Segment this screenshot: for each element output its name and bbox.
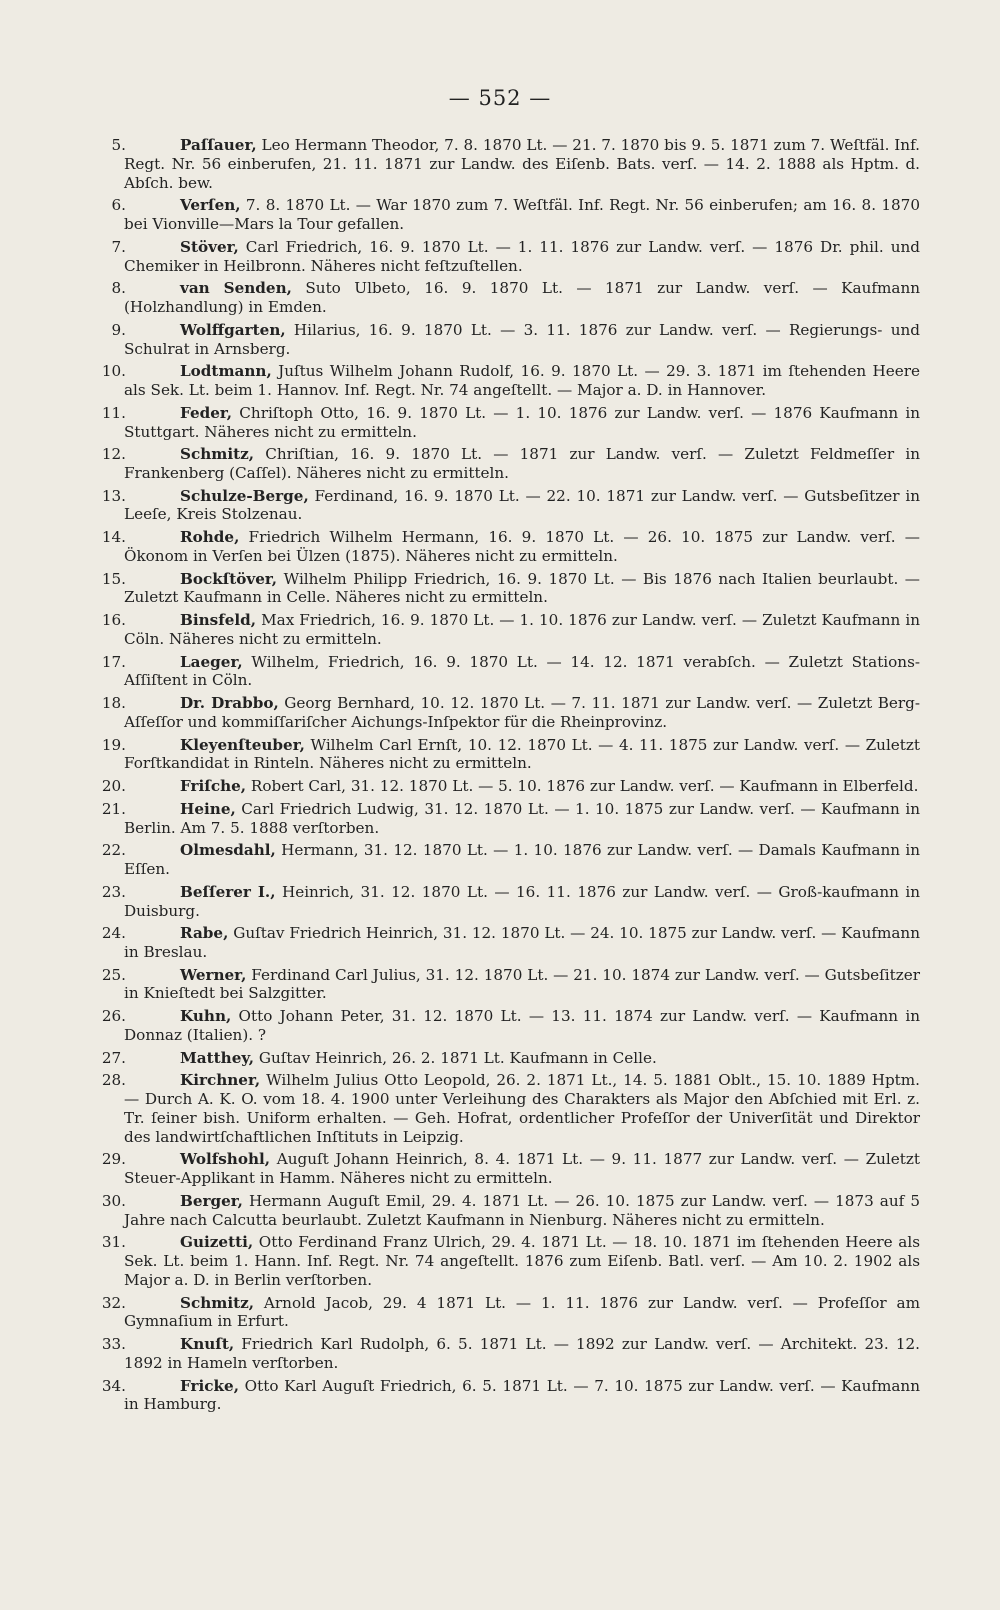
list-item [100, 279, 920, 317]
entry-text: Georg Bernhard, 10. 12. 1870 Lt. — 7. 11. 1871 zur Landw. verſ. — Zuletzt Berg-Aſſeſſor und kommiſſariſcher Aichungs-Inſpektor für die Rheinprovinz. [124, 694, 920, 731]
entry-body [124, 924, 920, 962]
entry-text: Juſtus Wilhelm Johann Rudolf, 16. 9. 1870 Lt. — 29. 3. 1871 im ſtehenden Heere als Sek. Lt. beim 1. Hannov. Inf. Regt. Nr. 74 angeſtellt. — Major a. D. in Hannover. [124, 362, 920, 400]
entry-number: 16. [101, 611, 126, 630]
entry-number: 8. [111, 279, 126, 298]
entry-surname: Berger, [180, 1191, 243, 1210]
entry-surname: Feder, [180, 403, 233, 422]
entry-text: Otto Ferdinand Franz Ulrich, 29. 4. 1871 Lt. — 18. 10. 1871 im ſtehenden Heere als Sek. Lt. beim 1. Hann. Inf. Regt. Nr. 74 angeſtellt. 1876 zum Eiſenb. Batl. verſ. — Am 10. 2. 1902 als Major a. D. in Berlin verſtorben. [124, 1233, 920, 1289]
entry-number: 28. [101, 1071, 126, 1090]
entry-number: 10. [101, 362, 126, 381]
entry-surname: van Senden, [180, 279, 292, 298]
list-item [100, 883, 920, 921]
list-item [100, 1049, 920, 1068]
list-item [100, 196, 920, 234]
entry-surname: Matthey, [180, 1048, 255, 1067]
entry-body [124, 1071, 920, 1146]
entry-text: Max Friedrich, 16. 9. 1870 Lt. — 1. 10. 1876 zur Landw. verſ. — Zuletzt Kaufmann in Cöln. Näheres nicht zu ermitteln. [124, 611, 920, 648]
entry-text: Friedrich Karl Rudolph, 6. 5. 1871 Lt. — 1892 zur Landw. verſ. — Architekt. 23. 12. 1892 in Hameln verſtorben. [124, 1335, 920, 1372]
list-item [100, 238, 920, 276]
entry-body [124, 196, 920, 234]
list-item [100, 570, 920, 608]
list-item [100, 445, 920, 483]
entry-text: Arnold Jacob, 29. 4 1871 Lt. — 1. 11. 1876 zur Landw. verſ. — Profeſſor am Gymnaſium in Erfurt. [124, 1293, 920, 1331]
list-item [100, 528, 920, 566]
entry-number: 14. [101, 528, 126, 547]
entry-surname: Beſſerer I., [180, 882, 276, 901]
entry-body [124, 136, 920, 192]
list-item [100, 1233, 920, 1289]
entry-number: 29. [101, 1150, 126, 1169]
entry-body [124, 694, 920, 732]
list-item [100, 1007, 920, 1045]
entry-number: 12. [101, 445, 126, 464]
entry-text: Otto Johann Peter, 31. 12. 1870 Lt. — 13. 11. 1874 zur Landw. verſ. — Kaufmann in Donnaz (Italien). ? [124, 1007, 920, 1044]
list-item [100, 1294, 920, 1332]
entry-surname: Dr. Drabbo, [180, 694, 279, 713]
entry-text: Robert Carl, 31. 12. 1870 Lt. — 5. 10. 1876 zur Landw. verſ. — Kaufmann in Elberfeld. [246, 777, 919, 796]
entry-surname: Laeger, [180, 652, 243, 671]
list-item [100, 1071, 920, 1146]
entry-surname: Kuhn, [180, 1007, 232, 1026]
entry-text: Wilhelm, Friedrich, 16. 9. 1870 Lt. — 14. 12. 1871 verabſch. — Zuletzt Stations-Aſſiſtent in Cöln. [124, 652, 920, 690]
entry-number: 17. [101, 652, 126, 671]
list-item [100, 611, 920, 649]
entry-body [124, 653, 920, 691]
entry-number: 5. [111, 136, 126, 154]
list-item [100, 321, 920, 359]
entry-body [124, 528, 920, 566]
entry-number: 15. [101, 569, 126, 588]
entry-number: 25. [101, 965, 126, 984]
entry-body [124, 362, 920, 400]
entry-surname: Bockſtöver, [180, 569, 278, 588]
entry-surname: Werner, [180, 965, 247, 984]
entry-body [124, 1335, 920, 1373]
entry-number: 27. [101, 1048, 126, 1067]
entry-body [124, 321, 920, 359]
entry-number: 18. [101, 694, 126, 713]
entry-text: Friedrich Wilhelm Hermann, 16. 9. 1870 Lt. — 26. 10. 1875 zur Landw. verſ. — Ökonom in Verſen bei Ülzen (1875). Näheres nicht zu ermitteln. [124, 528, 920, 565]
entry-number: 33. [101, 1335, 126, 1354]
entry-number: 23. [101, 882, 126, 901]
entry-surname: Paſſauer, [180, 136, 257, 154]
entry-number: 26. [101, 1007, 126, 1026]
entry-number: 24. [101, 924, 126, 943]
entry-body [124, 1007, 920, 1045]
entry-body [124, 777, 920, 796]
entry-text: 7. 8. 1870 Lt. — War 1870 zum 7. Weſtfäl. Inf. Regt. Nr. 56 einberufen; am 16. 8. 1870 bei Vionville—Mars la Tour gefallen. [124, 196, 920, 234]
entry-number: 22. [101, 841, 126, 860]
entry-list [100, 136, 920, 1418]
entry-surname: Friſche, [180, 777, 247, 796]
entry-body [124, 1150, 920, 1188]
list-item [100, 362, 920, 400]
entry-text: Suto Ulbeto, 16. 9. 1870 Lt. — 1871 zur Landw. verſ. — Kaufmann (Holzhandlung) in Emden. [124, 279, 921, 317]
entry-number: 19. [101, 735, 126, 754]
entry-number: 31. [101, 1233, 126, 1252]
entry-text: Hilarius, 16. 9. 1870 Lt. — 3. 11. 1876 zur Landw. verſ. — Regierungs- und Schulrat in Arnsberg. [124, 320, 920, 358]
entry-body [124, 1294, 920, 1332]
entry-body [124, 966, 920, 1004]
entry-body [124, 736, 920, 774]
entry-surname: Stöver, [180, 237, 239, 256]
entry-surname: Schulze-Berge, [180, 486, 309, 505]
entry-body [124, 1049, 920, 1068]
entry-surname: Wolffgarten, [180, 320, 286, 339]
entry-surname: Olmesdahl, [180, 841, 276, 860]
entry-surname: Wolfshohl, [180, 1150, 271, 1169]
entry-surname: Knuſt, [180, 1335, 235, 1354]
list-item [100, 966, 920, 1004]
entry-surname: Binsfeld, [180, 611, 257, 630]
entry-text: Wilhelm Carl Ernſt, 10. 12. 1870 Lt. — 4. 11. 1875 zur Landw. verſ. — Zuletzt Forſtkandidat in Rinteln. Näheres nicht zu ermitteln. [124, 735, 920, 773]
entry-body [124, 238, 920, 276]
entry-body [124, 883, 920, 921]
entry-surname: Heine, [180, 799, 236, 818]
entry-text: Chriſtoph Otto, 16. 9. 1870 Lt. — 1. 10. 1876 zur Landw. verſ. — 1876 Kaufmann in Stuttgart. Näheres nicht zu ermitteln. [124, 403, 920, 441]
list-item [100, 1192, 920, 1230]
list-item [100, 694, 920, 732]
entry-surname: Schmitz, [180, 445, 255, 464]
entry-body [124, 1377, 920, 1415]
list-item [100, 1377, 920, 1415]
entry-number: 11. [101, 403, 126, 422]
list-item [100, 736, 920, 774]
entry-text: Leo Hermann Theodor, 7. 8. 1870 Lt. — 21. 7. 1870 bis 9. 5. 1871 zum 7. Weſtfäl. Inf. Regt. Nr. 56 einberufen, 21. 11. 1871 zur Landw. des Eiſenb. Bats. verſ. — 14. 2. 1888 als Hptm. d. Abſch. bew. [124, 136, 920, 192]
entry-text: Wilhelm Philipp Friedrich, 16. 9. 1870 Lt. — Bis 1876 nach Italien beurlaubt. — Zuletzt Kaufmann in Celle. Näheres nicht zu ermitteln. [124, 569, 920, 607]
entry-body [124, 841, 920, 879]
entry-surname: Kleyenſteuber, [180, 735, 305, 754]
entry-number: 21. [101, 799, 126, 818]
entry-body [124, 445, 920, 483]
entry-text: Guſtav Friedrich Heinrich, 31. 12. 1870 Lt. — 24. 10. 1875 zur Landw. verſ. — Kaufmann in Breslau. [124, 924, 920, 961]
entry-surname: Rohde, [180, 528, 240, 547]
list-item [100, 487, 920, 525]
entry-number: 9. [111, 320, 126, 339]
entry-text: Hermann, 31. 12. 1870 Lt. — 1. 10. 1876 zur Landw. verſ. — Damals Kaufmann in Eſſen. [124, 841, 920, 879]
entry-text: Heinrich, 31. 12. 1870 Lt. — 16. 11. 1876 zur Landw. verſ. — Groß-kaufmann in Duisburg. [124, 882, 920, 920]
entry-number: 7. [111, 237, 126, 256]
entry-text: Otto Karl Auguſt Friedrich, 6. 5. 1871 Lt. — 7. 10. 1875 zur Landw. verſ. — Kaufmann in Hamburg. [124, 1376, 920, 1414]
list-item [100, 1150, 920, 1188]
list-item [100, 800, 920, 838]
list-item [100, 924, 920, 962]
entry-number: 34. [101, 1376, 126, 1395]
entry-surname: Guizetti, [180, 1233, 254, 1252]
entry-number: 6. [111, 196, 126, 215]
entry-surname: Verſen, [180, 196, 241, 215]
entry-number: 30. [101, 1191, 126, 1210]
list-item [100, 653, 920, 691]
entry-text: Hermann Auguſt Emil, 29. 4. 1871 Lt. — 26. 10. 1875 zur Landw. verſ. — 1873 auf 5 Jahre nach Calcutta beurlaubt. Zuletzt Kaufmann in Nienburg. Näheres nicht zu ermitteln. [124, 1191, 920, 1229]
entry-text: Auguſt Johann Heinrich, 8. 4. 1871 Lt. — 9. 11. 1877 zur Landw. verſ. — Zuletzt Steuer-Applikant in Hamm. Näheres nicht zu ermitteln. [124, 1150, 920, 1188]
entry-text: Guſtav Heinrich, 26. 2. 1871 Lt. Kaufmann in Celle. [254, 1048, 657, 1067]
list-item [100, 777, 920, 796]
entry-body [124, 487, 920, 525]
entry-text: Carl Friedrich Ludwig, 31. 12. 1870 Lt. — 1. 10. 1875 zur Landw. verſ. — Kaufmann in Berlin. Am 7. 5. 1888 verſtorben. [124, 799, 920, 837]
entry-number: 20. [101, 777, 126, 796]
list-item [100, 841, 920, 879]
entry-text: Wilhelm Julius Otto Leopold, 26. 2. 1871 Lt., 14. 5. 1881 Oblt., 15. 10. 1889 Hptm. — Durch A. K. O. vom 18. 4. 1900 unter Verleihung des Charakters als Major den Abſchied mit Erl. z. Tr. ſeiner bish. Uniform erhalten. — Geh. Hofrat, ordentlicher Profeſſor der Univerſität und Direktor des landwirtſchaftlichen Inſtituts in Leipzig. [124, 1071, 920, 1146]
entry-body [124, 800, 920, 838]
entry-body [124, 611, 920, 649]
entry-surname: Fricke, [180, 1376, 240, 1395]
entry-surname: Kirchner, [180, 1071, 261, 1090]
entry-body [124, 279, 920, 317]
page-number: — 552 — [448, 86, 552, 110]
entry-text: Chriſtian, 16. 9. 1870 Lt. — 1871 zur Landw. verſ. — Zuletzt Feldmeſſer in Frankenberg (Caſſel). Näheres nicht zu ermitteln. [124, 445, 920, 482]
entry-body [124, 1233, 920, 1289]
list-item [100, 1335, 920, 1373]
entry-surname: Lodtmann, [180, 362, 272, 381]
entry-text: Ferdinand, 16. 9. 1870 Lt. — 22. 10. 1871 zur Landw. verſ. — Gutsbeſitzer in Leeſe, Kreis Stolzenau. [124, 486, 920, 524]
entry-text: Ferdinand Carl Julius, 31. 12. 1870 Lt. — 21. 10. 1874 zur Landw. verſ. — Gutsbeſitzer in Knieſtedt bei Salzgitter. [124, 965, 920, 1003]
entry-body [124, 570, 920, 608]
entry-body [124, 404, 920, 442]
entry-body [124, 1192, 920, 1230]
entry-surname: Rabe, [180, 924, 229, 943]
list-item [100, 404, 920, 442]
list-item [100, 136, 920, 192]
entry-text: Carl Friedrich, 16. 9. 1870 Lt. — 1. 11. 1876 zur Landw. verſ. — 1876 Dr. phil. und Chemiker in Heilbronn. Näheres nicht feſtzuſtellen. [124, 237, 920, 275]
entry-number: 32. [101, 1293, 126, 1312]
entry-number: 13. [101, 486, 126, 505]
entry-surname: Schmitz, [180, 1293, 255, 1312]
